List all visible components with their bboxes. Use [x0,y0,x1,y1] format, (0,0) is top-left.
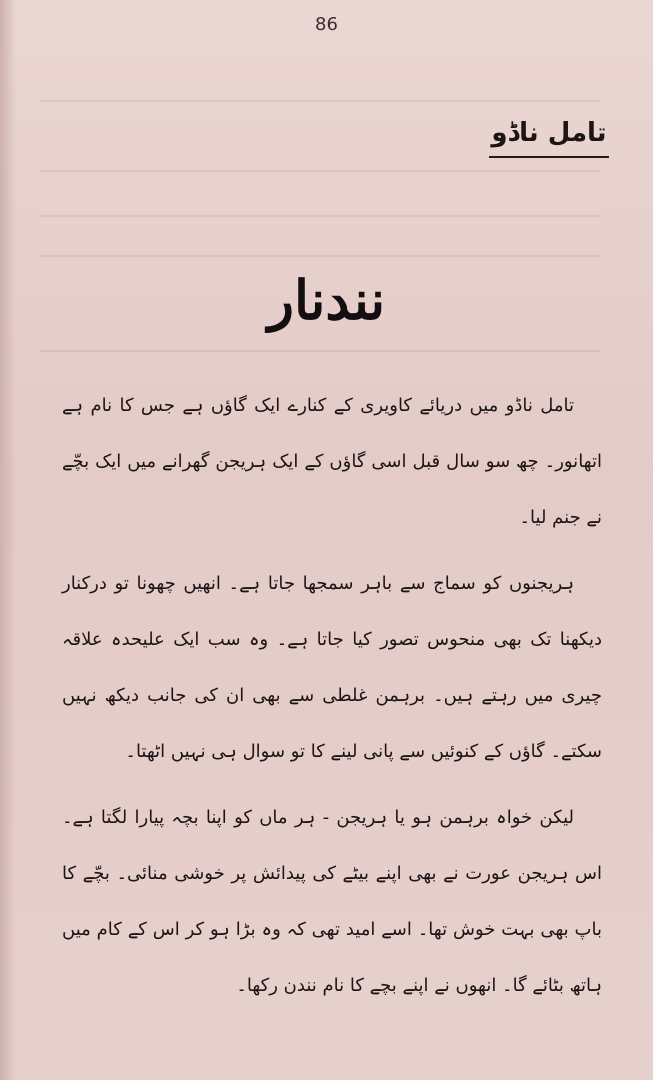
page-number: 86 [315,14,338,35]
bleed-through-line [40,170,600,172]
story-body [62,378,602,1024]
bleed-through-line [40,255,600,257]
paragraph: ہریجنوں کو سماج سے باہر سمجھا جاتا ہے۔ انھیں چھونا تو درکنار دیکھنا تک بھی منحوس تصور کیا جاتا ہے۔ وہ سب ایک علیحدہ علاقہ چیری میں رہتے ہیں۔ برہمن غلطی سے بھی ان کی جانب دیکھ نہیں سکتے۔ گاؤں کے کنوئیں سے پانی لینے کا تو سوال ہی نہیں اٹھتا۔ [62,573,602,762]
bleed-through-line [40,100,600,102]
bleed-through-line [40,350,600,352]
section-heading: تامل ناڈو [489,118,609,158]
paragraph: تامل ناڈو میں دریائے کاویری کے کنارے ایک گاؤں ہے جس کا نام ہے اتھانور۔ چھ سو سال قبل اسی گاؤں کے ایک ہریجن گھرانے میں ایک بچّے نے جنم لیا۔ [62,395,602,528]
bleed-through-line [40,215,600,217]
page-binding-shadow [0,0,16,1080]
paragraph: لیکن خواہ برہمن ہو یا ہریجن - ہر ماں کو اپنا بچہ پیارا لگتا ہے۔ اس ہریجن عورت نے بھی اپنے بیٹے کی پیدائش پر خوشی منائی۔ بچّے کا باپ بھی بہت خوش تھا۔ اسے امید تھی کہ وہ بڑا ہو کر اس کے کام میں ہاتھ بٹائے گا۔ انھوں نے اپنے بچے کا نام نندن رکھا۔ [62,807,602,996]
story-title: نندنار [267,268,386,332]
